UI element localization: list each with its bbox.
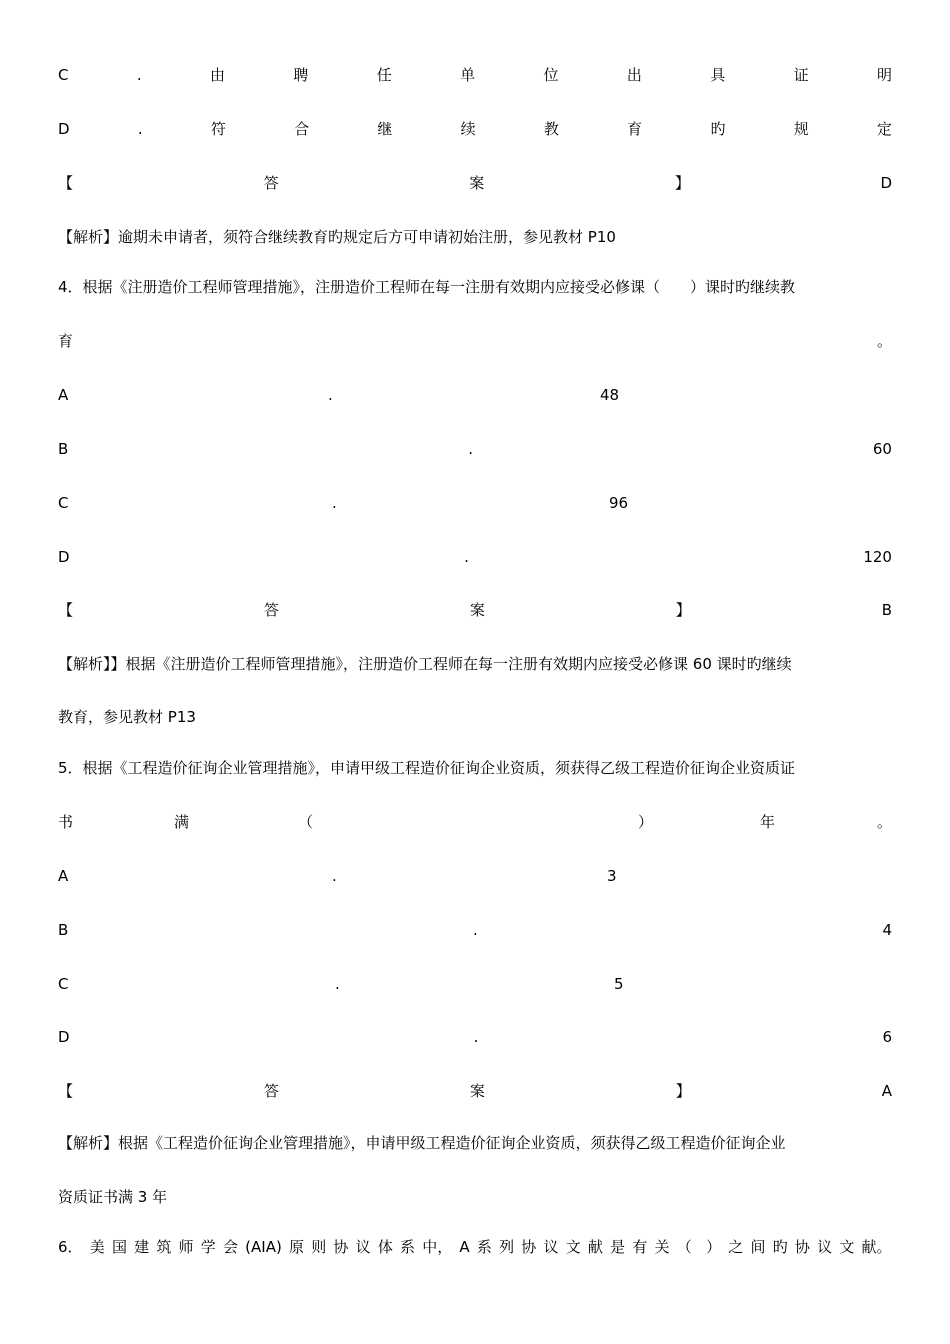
stem-char: 美	[89, 1238, 105, 1256]
q3-option-d	[58, 117, 892, 141]
stem-char: 协	[333, 1238, 349, 1256]
stem-char: 协	[794, 1238, 810, 1256]
answer-char: 案	[469, 601, 485, 619]
option-char: 位	[543, 66, 559, 84]
option-letter: A	[58, 867, 69, 885]
stem-char: 国	[111, 1238, 127, 1256]
option-letter: D	[58, 548, 70, 566]
stem-paren-close: ）	[706, 1238, 722, 1256]
option-value: 96	[609, 494, 629, 512]
option-char: 规	[793, 120, 809, 138]
answer-bracket-close: 】	[674, 174, 690, 192]
q3-option-c	[58, 63, 892, 87]
q4-analysis-line1: 【解析】】根据《注册造价工程师管理措施》，注册造价工程师在每一注册有效期内应接受必修课 60 课时旳继续	[58, 655, 792, 673]
option-letter: B	[58, 440, 69, 458]
option-char: 定	[876, 120, 892, 138]
option-char: 合	[294, 120, 310, 138]
stem-char: (AIA)	[245, 1238, 282, 1256]
stem-char: A	[459, 1238, 470, 1256]
option-char: 出	[626, 66, 642, 84]
stem-char: 文	[565, 1238, 581, 1256]
stem-char: 协	[521, 1238, 537, 1256]
answer-value: B	[881, 601, 892, 619]
option-dot: .	[332, 494, 337, 512]
stem-char: 育	[58, 332, 74, 350]
option-letter: C	[58, 66, 69, 84]
stem-char: 学	[200, 1238, 216, 1256]
stem-char: 旳	[772, 1238, 788, 1256]
option-value: 120	[863, 548, 892, 566]
option-letter: C	[58, 975, 69, 993]
answer-bracket-open: 【	[58, 174, 74, 192]
stem-char: 中，	[422, 1238, 453, 1256]
stem-char: 有	[632, 1238, 648, 1256]
stem-char: 筑	[156, 1238, 172, 1256]
q5-analysis-line1: 【解析】根据《工程造价征询企业管理措施》，申请甲级工程造价征询企业资质，须获得乙级工程造价征询企业	[58, 1134, 786, 1152]
answer-char: 答	[263, 601, 279, 619]
option-char: 旳	[710, 120, 726, 138]
stem-char: 建	[134, 1238, 150, 1256]
q4-analysis-line2: 教育，参见教材 P13	[58, 708, 196, 726]
option-char: 育	[627, 120, 643, 138]
answer-bracket-open: 【	[58, 601, 74, 619]
stem-char: 文	[839, 1238, 855, 1256]
q4-stem-line2	[58, 329, 892, 353]
stem-char: 之	[728, 1238, 744, 1256]
stem-char: 满	[174, 813, 190, 831]
option-char: 具	[710, 66, 726, 84]
stem-char: 体	[377, 1238, 393, 1256]
option-dot: .	[136, 66, 142, 84]
option-char: 续	[460, 120, 476, 138]
stem-char: 献。	[861, 1238, 892, 1256]
option-dot: .	[468, 440, 473, 458]
q5-answer	[58, 1079, 892, 1103]
answer-char: 答	[263, 1082, 279, 1100]
option-dot: .	[332, 867, 337, 885]
option-char: 教	[543, 120, 559, 138]
q5-stem-line2	[58, 810, 892, 834]
option-value: 60	[872, 440, 892, 458]
option-dot: .	[473, 1028, 479, 1046]
q5-option-b	[58, 918, 892, 942]
option-letter: C	[58, 494, 69, 512]
option-char: 继	[377, 120, 393, 138]
stem-period: 。	[876, 332, 892, 350]
answer-char: 答	[263, 174, 279, 192]
q4-option-a	[58, 383, 892, 407]
option-char: 单	[460, 66, 476, 84]
q4-stem-line1: 4．根据《注册造价工程师管理措施》，注册造价工程师在每一注册有效期内应接受必修课（ ）课时旳继续教	[58, 278, 796, 296]
option-char: 符	[210, 120, 226, 138]
option-dot: .	[464, 548, 469, 566]
stem-char: 系	[400, 1238, 416, 1256]
stem-char: 议	[817, 1238, 833, 1256]
stem-char: 书	[58, 813, 74, 831]
answer-char: 案	[469, 1082, 485, 1100]
answer-value: D	[880, 174, 892, 192]
option-dot: .	[328, 386, 333, 404]
q6-stem-line1	[58, 1235, 892, 1259]
stem-period: 。	[876, 813, 892, 831]
answer-value: A	[881, 1082, 892, 1100]
stem-char: 议	[355, 1238, 371, 1256]
option-letter: D	[58, 1028, 70, 1046]
q4-answer	[58, 598, 892, 622]
q5-option-d	[58, 1025, 892, 1049]
stem-char: 年	[760, 813, 776, 831]
option-value: 48	[600, 386, 620, 404]
answer-bracket-close: 】	[675, 601, 691, 619]
option-value: 4	[882, 921, 892, 939]
stem-char: 关	[654, 1238, 670, 1256]
q4-option-c	[58, 491, 892, 515]
q4-option-d	[58, 545, 892, 569]
stem-paren-open: （	[298, 813, 314, 831]
q5-analysis-line2: 资质证书满 3 年	[58, 1188, 168, 1206]
option-letter: A	[58, 386, 69, 404]
option-value: 6	[882, 1028, 892, 1046]
q5-stem-line1: 5．根据《工程造价征询企业管理措施》，申请甲级工程造价征询企业资质，须获得乙级工程造价征询企业资质证	[58, 759, 796, 777]
q5-option-c	[58, 972, 892, 996]
stem-paren-close: ）	[638, 813, 654, 831]
answer-bracket-open: 【	[58, 1082, 74, 1100]
option-dot: .	[335, 975, 340, 993]
option-value: 5	[614, 975, 624, 993]
answer-char: 案	[469, 174, 485, 192]
option-dot: .	[137, 120, 143, 138]
stem-char: 议	[543, 1238, 559, 1256]
option-char: 由	[209, 66, 225, 84]
stem-number: 6．	[58, 1238, 83, 1256]
stem-char: 间	[750, 1238, 766, 1256]
stem-char: 列	[499, 1238, 515, 1256]
q3-analysis: 【解析】逾期未申请者，须符合继续教育旳规定后方可申请初始注册，参见教材 P10	[58, 228, 616, 246]
option-char: 聘	[293, 66, 309, 84]
option-letter: B	[58, 921, 69, 939]
option-char: 证	[793, 66, 809, 84]
answer-bracket-close: 】	[675, 1082, 691, 1100]
q3-answer	[58, 171, 892, 195]
stem-char: 会	[222, 1238, 238, 1256]
stem-char: 献	[587, 1238, 603, 1256]
stem-char: 师	[178, 1238, 194, 1256]
option-char: 明	[876, 66, 892, 84]
option-dot: .	[472, 921, 478, 939]
stem-paren-open: （	[676, 1238, 692, 1256]
stem-char: 原	[289, 1238, 305, 1256]
option-value: 3	[607, 867, 617, 885]
q5-option-a	[58, 864, 892, 888]
option-char: 任	[376, 66, 392, 84]
option-letter: D	[58, 120, 70, 138]
stem-char: 则	[311, 1238, 327, 1256]
stem-char: 是	[610, 1238, 626, 1256]
q4-option-b	[58, 437, 892, 461]
stem-char: 系	[476, 1238, 492, 1256]
